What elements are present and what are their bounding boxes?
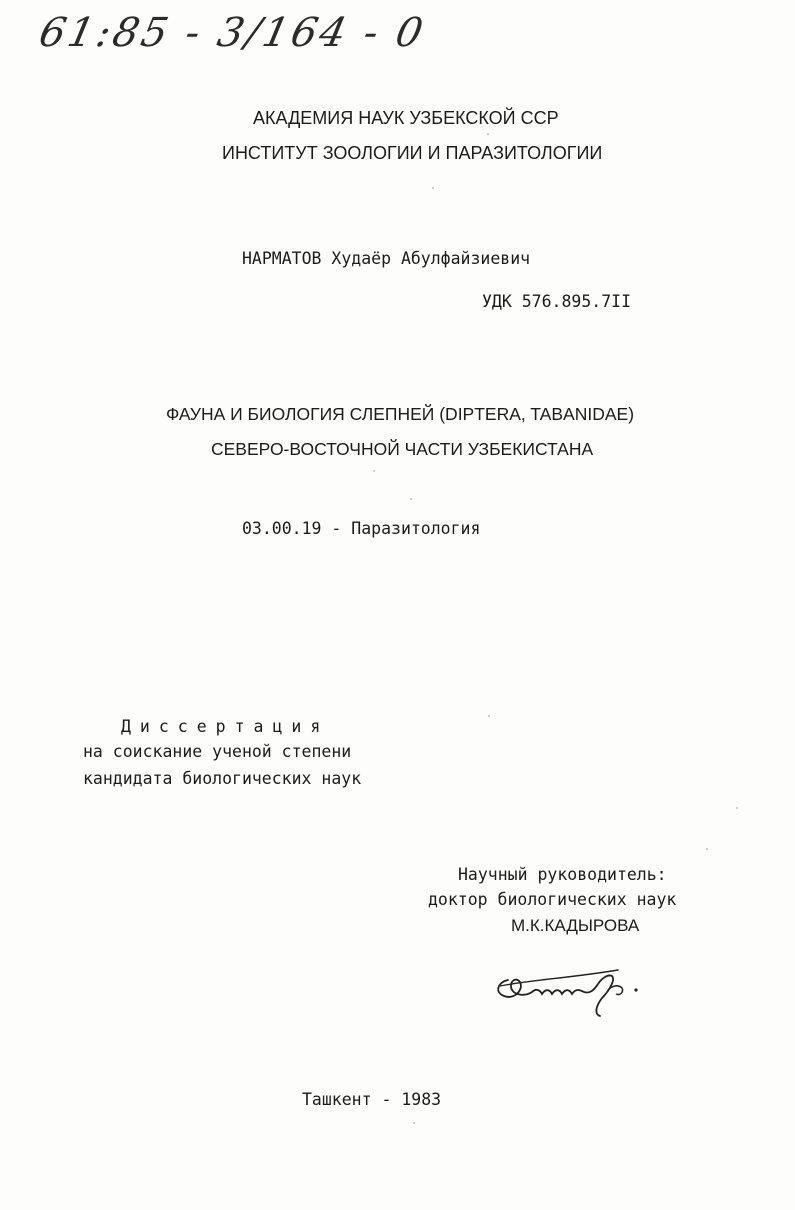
author-name: НАРМАТОВ Худаёр Абулфайзиевич xyxy=(242,249,531,268)
scan-speck xyxy=(488,715,490,717)
scan-speck xyxy=(432,187,434,189)
specialty-code: 03.00.19 - Паразитология xyxy=(242,519,481,538)
supervisor-degree: доктор биологических наук xyxy=(428,890,677,909)
place-and-year: Ташкент - 1983 xyxy=(302,1090,442,1109)
scan-speck xyxy=(706,848,708,850)
supervisor-role: Научный руководитель: xyxy=(458,865,667,884)
scan-speck xyxy=(413,1122,415,1124)
udc-code: УДК 576.895.7II xyxy=(482,292,632,311)
scan-speck xyxy=(487,133,489,135)
dissertation-title-line-2: СЕВЕРО-ВОСТОЧНОЙ ЧАСТИ УЗБЕКИСТАНА xyxy=(211,439,594,459)
dissertation-degree-line: на соискание ученой степени xyxy=(83,742,352,761)
academy-title: АКАДЕМИЯ НАУК УЗБЕКСКОЙ ССР xyxy=(253,108,559,128)
scan-speck xyxy=(736,807,738,809)
institute-title: ИНСТИТУТ ЗООЛОГИИ И ПАРАЗИТОЛОГИИ xyxy=(222,143,603,163)
scan-speck xyxy=(410,498,412,500)
supervisor-name: М.К.КАДЫРОВА xyxy=(511,916,640,935)
archive-number-handwritten: 61:85 - 3/164 - 0 xyxy=(35,10,430,56)
dissertation-title-line-1: ФАУНА И БИОЛОГИЯ СЛЕПНЕЙ (DIPTERA, TABANIDAE) xyxy=(166,404,635,424)
scan-speck xyxy=(373,470,375,472)
dissertation-field-line: кандидата биологических наук xyxy=(83,769,362,788)
dissertation-label: Диссертация xyxy=(121,717,330,736)
supervisor-signature xyxy=(490,960,660,1030)
